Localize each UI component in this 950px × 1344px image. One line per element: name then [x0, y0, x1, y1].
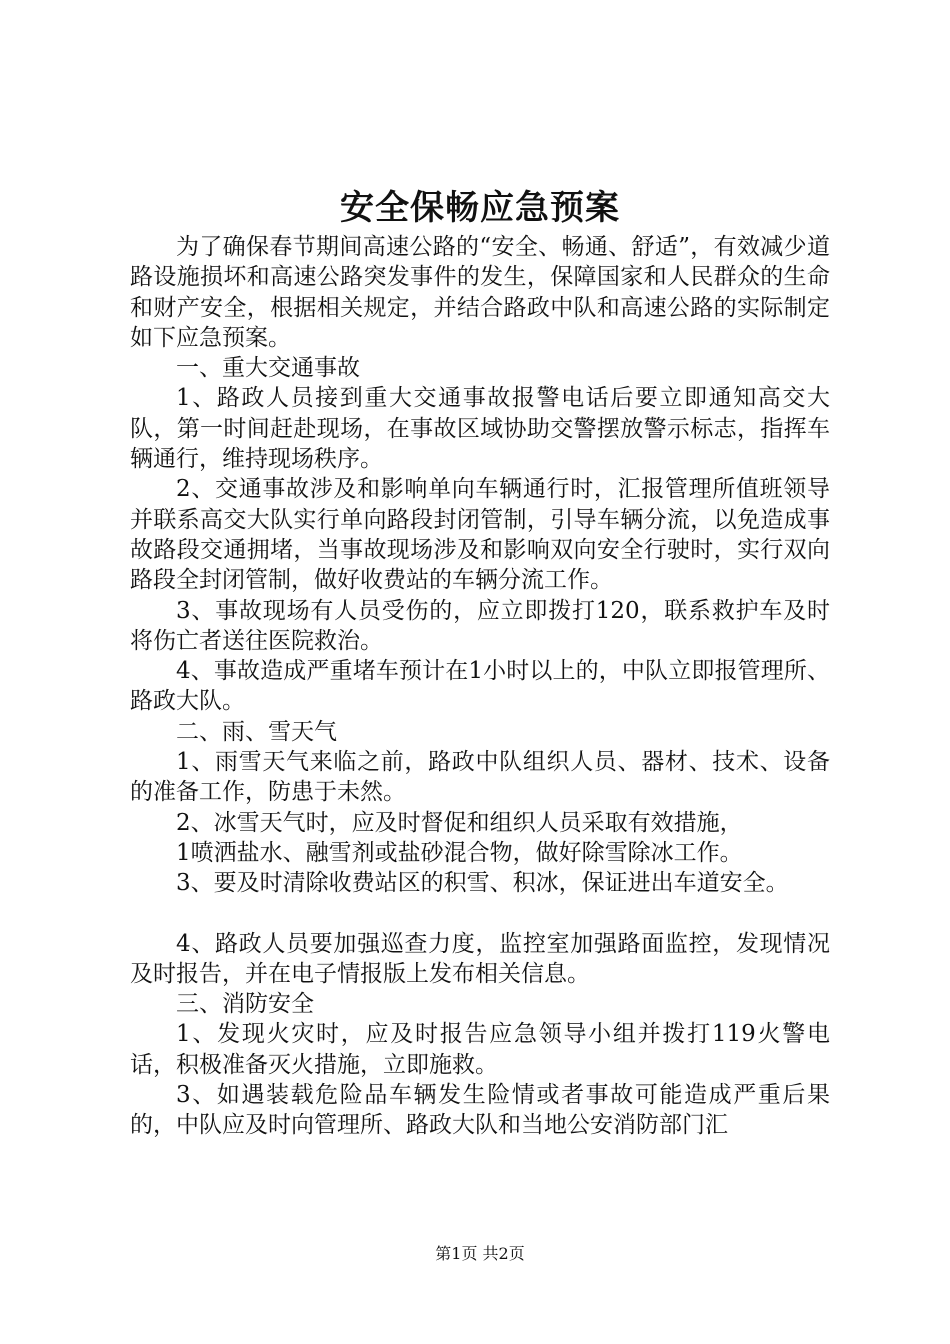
paragraph-weather-4: 4、路政人员要加强巡查力度，监控室加强路面监控，发现情况及时报告，并在电子情报版上发布相关信息。: [130, 930, 830, 987]
paragraph-weather-2: 2、冰雪天气时，应及时督促和组织人员采取有效措施，: [176, 809, 743, 836]
paragraph-weather-2-sub: 1喷洒盐水、融雪剂或盐砂混合物，做好除雪除冰工作。: [176, 839, 743, 866]
section-heading-rain-snow: 二、雨、雪天气: [176, 718, 337, 745]
document-title: 安全保畅应急预案: [340, 188, 620, 228]
document-body: [130, 232, 830, 1141]
paragraph-accident-3: 3、事故现场有人员受伤的，应立即拨打120，联系救护车及时将伤亡者送往医院救治。: [130, 597, 830, 654]
paragraph-accident-1: 1、路政人员接到重大交通事故报警电话后要立即通知高交大队，第一时间赶赴现场，在事故区域协助交警摆放警示标志，指挥车辆通行，维持现场秩序。: [130, 385, 830, 473]
paragraph-accident-4: 4、事故造成严重堵车预计在1小时以上的，中队立即报管理所、路政大队。: [130, 658, 830, 715]
paragraph-weather-1: 1、雨雪天气来临之前，路政中队组织人员、器材、技术、设备的准备工作，防患于未然。: [130, 749, 830, 806]
paragraph-fire-1: 1、发现火灾时，应及时报告应急领导小组并拨打119火警电话，积极准备灭火措施，立即施救。: [130, 1021, 830, 1078]
paragraph-accident-2: 2、交通事故涉及和影响单向车辆通行时，汇报管理所值班领导并联系高交大队实行单向路段封闭管制，引导车辆分流，以免造成事故路段交通拥堵，当事故现场涉及和影响双向安全行驶时，实行双向路段全封闭管制，做好收费站的车辆分流工作。: [130, 476, 830, 594]
section-heading-traffic-accident: 一、重大交通事故: [176, 355, 360, 382]
paragraph-intro: 为了确保春节期间高速公路的“安全、畅通、舒适”，有效减少道路设施损坏和高速公路突发事件的发生，保障国家和人民群众的生命和财产安全，根据相关规定，并结合路政中队和高速公路的实际制定如下应急预案。: [130, 234, 830, 351]
section-heading-fire-safety: 三、消防安全: [176, 991, 314, 1018]
paragraph-fire-3: 3、如遇装载危险品车辆发生险情或者事故可能造成严重后果的，中队应及时向管理所、路政大队和当地公安消防部门汇: [130, 1082, 830, 1139]
paragraph-weather-3: 3、要及时清除收费站区的积雪、积冰，保证进出车道安全。: [176, 870, 789, 897]
page-number-footer: 第1页 共2页: [435, 1244, 525, 1263]
